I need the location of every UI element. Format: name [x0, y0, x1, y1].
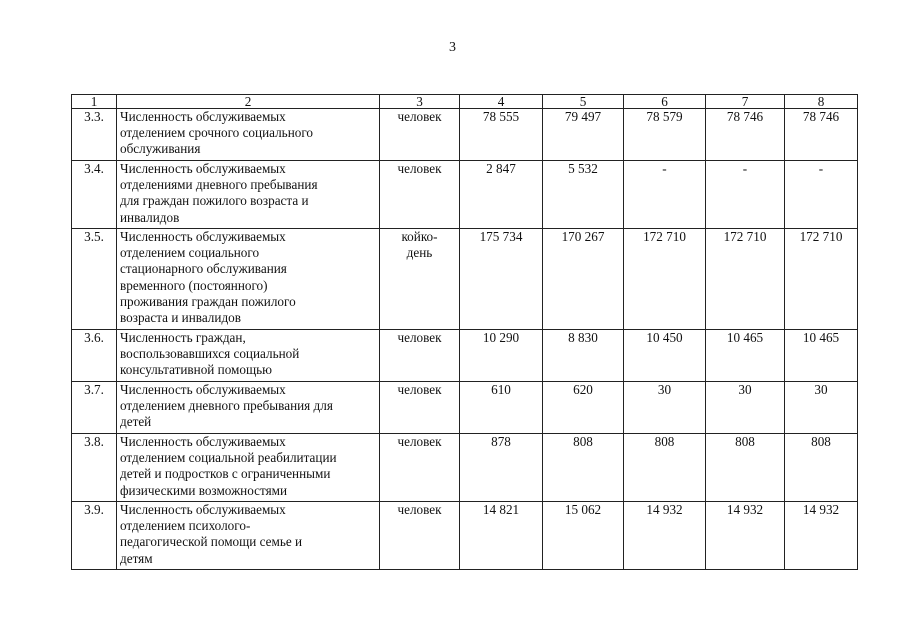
- row-number: 3.4.: [72, 161, 117, 229]
- value-cell: 5 532: [543, 161, 624, 229]
- header-cell: 3: [380, 95, 460, 109]
- value-cell: 14 821: [460, 502, 543, 570]
- value-cell: 78 746: [706, 109, 785, 161]
- header-cell: 2: [117, 95, 380, 109]
- value-cell: 8 830: [543, 330, 624, 382]
- unit-cell: человек: [380, 109, 460, 161]
- value-cell: 14 932: [706, 502, 785, 570]
- unit-cell: человек: [380, 502, 460, 570]
- value-cell: 78 555: [460, 109, 543, 161]
- value-cell: 878: [460, 434, 543, 502]
- row-number: 3.9.: [72, 502, 117, 570]
- header-cell: 6: [624, 95, 706, 109]
- value-cell: 10 290: [460, 330, 543, 382]
- row-number: 3.8.: [72, 434, 117, 502]
- value-cell: 79 497: [543, 109, 624, 161]
- table-row: [72, 161, 858, 229]
- unit-cell: человек: [380, 330, 460, 382]
- header-cell: 1: [72, 95, 117, 109]
- header-cell: 7: [706, 95, 785, 109]
- page-number: 3: [449, 40, 456, 55]
- value-cell: 10 465: [706, 330, 785, 382]
- value-cell: 170 267: [543, 229, 624, 330]
- unit-cell: человек: [380, 161, 460, 229]
- value-cell: 30: [706, 382, 785, 434]
- unit-cell: койко- день: [380, 229, 460, 330]
- value-cell: 30: [785, 382, 858, 434]
- table-row: [72, 229, 858, 330]
- value-cell: -: [785, 161, 858, 229]
- unit-cell: человек: [380, 382, 460, 434]
- table-row: [72, 109, 858, 161]
- table-row: [72, 330, 858, 382]
- value-cell: 172 710: [624, 229, 706, 330]
- indicator-name: Численность обслуживаемых отделением срочного социального обслуживания: [117, 109, 380, 161]
- value-cell: 10 465: [785, 330, 858, 382]
- indicator-name: Численность обслуживаемых отделением социального стационарного обслуживания временного (постоянного) проживания граждан пожилого возраста и инвалидов: [117, 229, 380, 330]
- header-cell: 8: [785, 95, 858, 109]
- value-cell: 30: [624, 382, 706, 434]
- value-cell: 78 579: [624, 109, 706, 161]
- indicator-name: Численность обслуживаемых отделениями дневного пребывания для граждан пожилого возраста и инвалидов: [117, 161, 380, 229]
- table-row: [72, 434, 858, 502]
- value-cell: 808: [543, 434, 624, 502]
- value-cell: 14 932: [785, 502, 858, 570]
- unit-cell: человек: [380, 434, 460, 502]
- value-cell: 808: [624, 434, 706, 502]
- value-cell: 14 932: [624, 502, 706, 570]
- value-cell: 808: [706, 434, 785, 502]
- header-cell: 5: [543, 95, 624, 109]
- indicator-name: Численность обслуживаемых отделением социальной реабилитации детей и подростков с ограниченными физическими возможностями: [117, 434, 380, 502]
- indicators-table: [71, 94, 858, 570]
- row-number: 3.5.: [72, 229, 117, 330]
- value-cell: 10 450: [624, 330, 706, 382]
- table-row: [72, 502, 858, 570]
- value-cell: 2 847: [460, 161, 543, 229]
- header-cell: 4: [460, 95, 543, 109]
- table-row: [72, 382, 858, 434]
- header-row: [72, 95, 858, 109]
- value-cell: 808: [785, 434, 858, 502]
- value-cell: 175 734: [460, 229, 543, 330]
- value-cell: -: [706, 161, 785, 229]
- row-number: 3.3.: [72, 109, 117, 161]
- row-number: 3.7.: [72, 382, 117, 434]
- value-cell: 15 062: [543, 502, 624, 570]
- value-cell: 172 710: [706, 229, 785, 330]
- indicator-name: Численность граждан, воспользовавшихся социальной консультативной помощью: [117, 330, 380, 382]
- value-cell: 610: [460, 382, 543, 434]
- value-cell: 620: [543, 382, 624, 434]
- indicator-name: Численность обслуживаемых отделением психолого- педагогической помощи семье и детям: [117, 502, 380, 570]
- value-cell: -: [624, 161, 706, 229]
- row-number: 3.6.: [72, 330, 117, 382]
- value-cell: 78 746: [785, 109, 858, 161]
- indicator-name: Численность обслуживаемых отделением дневного пребывания для детей: [117, 382, 380, 434]
- value-cell: 172 710: [785, 229, 858, 330]
